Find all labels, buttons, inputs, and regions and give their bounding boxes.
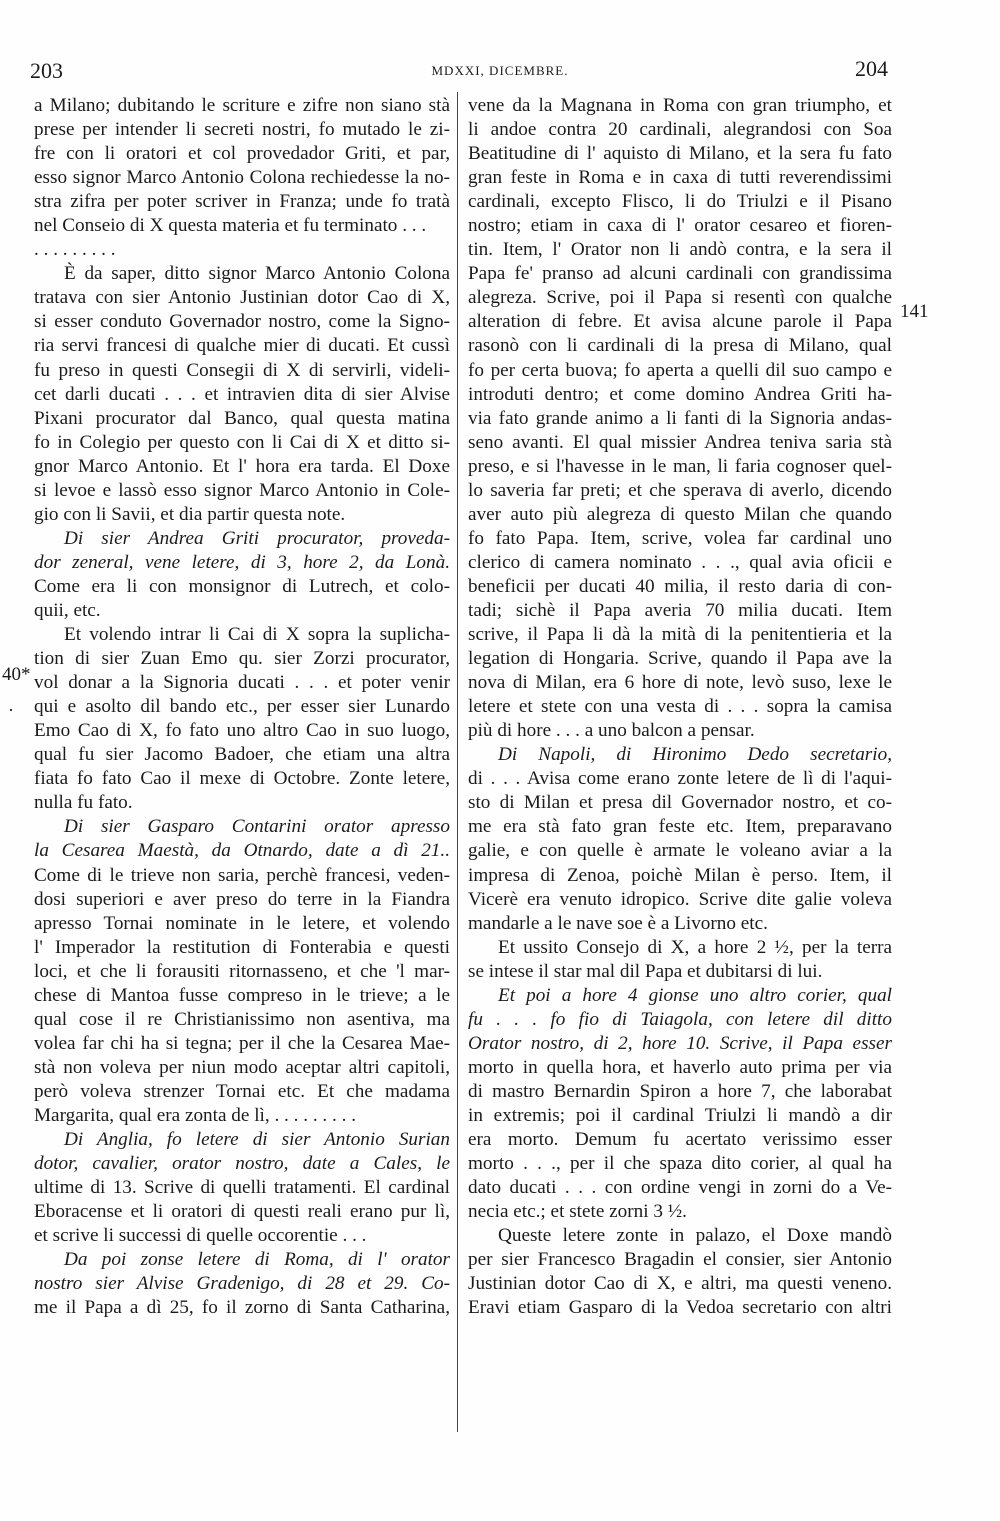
text-line: prese per intender li secreti nostri, fo mutado le zi-: [34, 119, 450, 141]
text-line: Et volendo intrar li Cai di X sopra la suplicha-: [64, 624, 450, 646]
text-line: quii, etc.: [34, 599, 101, 621]
text-line: qual fu sier Jacomo Badoer, che etiam una altra: [34, 744, 450, 766]
text-line: fu preso in questi Consegii di X di servirli, videli-: [34, 359, 450, 381]
text-line: tadi; sichè il Papa averia 70 milia ducati. Item: [468, 599, 892, 621]
text-line: Eravi etiam Gasparo di la Vedoa secretario con altri: [468, 1297, 892, 1319]
text-line: seno avanti. El qual missier Andrea teniva saria stà: [468, 431, 892, 453]
text-line: però voleva strenzer Tornai etc. Et che madama: [34, 1080, 450, 1102]
text-line: ria servi francesi di qualche mier di ducati. Et cussì: [34, 335, 450, 357]
text-line: fo per certa buova; fo aperta a quelli dil suo campo e: [468, 359, 892, 381]
text-line: sto di Milan et presa dil Governador nostro, et co-: [468, 792, 892, 814]
text-line: Di Napoli, di Hironimo Dedo secretario,: [498, 744, 892, 766]
text-line: nostro; etiam in caxa di l' orator cesareo et fioren-: [468, 215, 892, 237]
text-line: Emo Cao di X, fo fato uno altro Cao in suo luogo,: [34, 720, 450, 742]
text-line: Papa fe' pranso ad alcuni cardinali con grandissima: [468, 263, 892, 285]
text-line: Da poi zonse letere di Roma, di l' orator: [64, 1249, 450, 1271]
text-line: di . . . Avisa come erano zonte letere de lì di l'aqui-: [468, 768, 892, 790]
text-line: introduti dentro; et come domino Andrea Griti ha-: [468, 383, 892, 405]
text-line: cet darli ducati . . . et intravien dita di sier Alvise: [34, 383, 450, 405]
text-line: loci, et che li forausiti ritornasseno, et che 'l mar-: [34, 960, 450, 982]
column-divider: [457, 92, 458, 1432]
text-line: tratava con sier Antonio Justinian dotor Cao di X,: [34, 287, 450, 309]
text-line: fo fato Papa. Item, scrive, volea far cardinal uno: [468, 527, 892, 549]
text-line: dosi superiori e aver preso do terre in la Fiandra: [34, 888, 450, 910]
text-line: scrive, il Papa li dà la mità di la penitentieria et la: [468, 624, 892, 646]
text-line: preso, e si l'havesse in le man, li faria cognoser quel-: [468, 455, 892, 477]
text-line: mandarle a le nave soe è a Livorno etc.: [468, 912, 768, 934]
text-line: la Cesarea Maestà, da Otnardo, date a dì 21..: [34, 840, 450, 862]
text-line: stà non voleva per niun modo aceptar altri capitoli,: [34, 1056, 450, 1078]
text-line: dotor, cavalier, orator nostro, date a Cales, le: [34, 1153, 450, 1175]
running-header: MDXXI, DICEMBRE.: [431, 63, 569, 78]
text-line: Orator nostro, di 2, hore 10. Scrive, il Papa esser: [468, 1032, 892, 1054]
text-line: alegreza. Scrive, poi il Papa si resentì con qualche: [468, 287, 892, 309]
text-line: alteration di febre. Et avisa alcune parole il Papa: [468, 311, 892, 333]
right-page-number: 204: [855, 56, 888, 81]
text-line: qual cose il re Christianissimo non asentiva, ma: [34, 1008, 450, 1030]
margin-dot: ·: [8, 700, 14, 720]
text-line: vene da la Magnana in Roma con gran triumpho, et: [468, 95, 892, 116]
text-line: si esser conduto Governador nostro, come la Signo-: [34, 311, 450, 333]
text-line: clerico di camera nominato . . ., qual avia oficii e: [468, 551, 892, 573]
text-line: via fato grande animo a li fanti di la Signoria andas-: [468, 407, 892, 429]
text-line: tin. Item, l' Orator non li andò contra, e la sera il: [468, 239, 892, 261]
right-column: [468, 94, 892, 1320]
text-line: fo in Colegio per questo con li Cai di X et ditto si-: [34, 431, 450, 453]
text-line: gnor Marco Antonio. Et l' hora era tarda. El Doxe: [34, 455, 450, 477]
text-line: gran feste in Roma e in caxa di tutti reverendissimi: [468, 167, 892, 189]
text-line: Et poi a hore 4 gionse uno altro corier, qual: [498, 984, 892, 1006]
text-line: vol donar a la Signoria ducati . . . et poter venir: [34, 672, 450, 694]
text-line: aver auto più alegreza di questo Milan che quando: [468, 503, 892, 525]
text-line: si levoe e lassò esso signor Marco Antonio in Cole-: [34, 479, 450, 501]
text-line: me il Papa a dì 25, fo il zorno di Santa Catharina,: [34, 1297, 450, 1319]
text-line: stra zifra per poter scriver in Franza; unde fo tratà: [34, 191, 450, 213]
text-line: li andoe contra 20 cardinali, alegrandosi con Soa: [468, 119, 892, 141]
text-line: È da saper, ditto signor Marco Antonio Colona: [64, 263, 450, 285]
text-line: Di sier Andrea Griti procurator, proveda-: [64, 527, 450, 549]
left-page-number: 203: [30, 58, 63, 83]
text-line: apresso Tornai nominate in le letere, et volendo: [34, 912, 450, 934]
text-line: . . . . . . . . .: [34, 239, 116, 261]
left-column: [34, 94, 450, 1320]
text-line: Di sier Gasparo Contarini orator apresso: [64, 816, 450, 838]
text-line: qui e asolto dil bando etc., per esser sier Lunardo: [34, 696, 450, 718]
text-line: esso signor Marco Antonio Colona rechiedesse la no-: [34, 167, 450, 189]
text-line: fu . . . fo fio di Taiagola, con letere dil ditto: [468, 1008, 892, 1030]
text-line: ultime di 13. Scrive di quelli tratamenti. El cardinal: [34, 1177, 450, 1199]
text-line: cardinali, excepto Flisco, li do Triulzi e il Pisano: [468, 191, 892, 213]
text-line: Vicerè era venuto idropico. Scrive dite galie voleva: [468, 888, 892, 910]
text-line: in extremis; poi il cardinal Triulzi li mandò a dir: [468, 1104, 892, 1126]
margin-number-right: 141: [900, 301, 929, 322]
text-line: letere et stete con una vesta di . . . sopra la camisa: [468, 696, 892, 718]
text-line: nova di Milan, era 6 hore di note, levò suso, lexe le: [468, 672, 892, 694]
text-line: era morto. Demum fu acertato verissimo esser: [468, 1129, 892, 1151]
text-line: se intese il star mal dil Papa et dubitarsi di lui.: [468, 960, 823, 982]
text-line: legation di Hongaria. Scrive, quando il Papa ave la: [468, 648, 892, 670]
text-line: a Milano; dubitando le scriture e zifre non siano stà: [34, 95, 450, 116]
text-line: et scrive li successi di quelle occorentie . . .: [34, 1225, 367, 1247]
text-line: dato ducati . . . con ordine vengi in zorni do a Ve-: [468, 1177, 892, 1199]
text-line: Queste letere zonte in palazo, el Doxe mandò: [498, 1225, 892, 1247]
text-line: morto in quella hora, et haverlo auto prima per via: [468, 1056, 892, 1078]
text-line: Come era li con monsignor di Lutrech, et colo-: [34, 575, 450, 597]
text-line: beneficii per ducati 40 milia, il resto daria di con-: [468, 575, 892, 597]
text-line: Eboracense et li oratori di questi reali erano pur lì,: [34, 1201, 450, 1223]
text-line: lo saveria far preti; et che sperava di averlo, dicendo: [468, 479, 892, 501]
text-line: galie, e con quelle è armate le voleano aviar a la: [468, 840, 892, 862]
text-line: me era stà fato gran feste etc. Item, preparavano: [468, 816, 892, 838]
text-line: Beatitudine di l' aquisto di Milano, et la sera fu fato: [468, 143, 892, 165]
text-line: Justinian dotor Cao di X, e altri, ma questi veneno.: [468, 1273, 892, 1295]
text-line: di mastro Bernardin Spiron a hore 7, che laborabat: [468, 1080, 892, 1102]
text-line: l' Imperador la restitution di Fonterabia e questi: [34, 936, 450, 958]
text-line: Margarita, qual era zonta de lì, . . . . . . . . .: [34, 1104, 356, 1126]
text-line: più di hore . . . a uno balcon a pensar.: [468, 720, 755, 742]
text-line: Pixani procurator dal Banco, qual questa matina: [34, 407, 450, 429]
text-line: tion di sier Zuan Emo qu. sier Zorzi procurator,: [34, 648, 450, 670]
text-line: nel Conseio di X questa materia et fu terminato . . .: [34, 215, 427, 237]
text-line: impresa di Zenoa, poichè Milan è perso. Item, il: [468, 864, 892, 886]
text-line: rasonò con li cardinali di la presa di Milano, qual: [468, 335, 892, 357]
text-line: dor zeneral, vene letere, di 3, hore 2, da Lonà.: [34, 551, 450, 573]
text-line: fiata fo fato Cao il mexe di Octobre. Zonte letere,: [34, 768, 450, 790]
text-line: nostro sier Alvise Gradenigo, di 28 et 29. Co-: [34, 1273, 450, 1295]
text-line: Et ussito Consejo di X, a hore 2 ½, per la terra: [498, 936, 892, 958]
text-line: chese di Mantoa fusse compreso in le trieve; a le: [34, 984, 450, 1006]
text-line: Di Anglia, fo letere di sier Antonio Surian: [64, 1129, 450, 1151]
text-line: necia etc.; et stete zorni 3 ½.: [468, 1201, 687, 1223]
text-line: Come di le trieve non saria, perchè francesi, veden-: [34, 864, 450, 886]
text-line: morto . . ., per il che spaza dito corier, al qual ha: [468, 1153, 892, 1175]
text-line: gio con li Savii, et dia partir questa note.: [34, 503, 346, 525]
text-line: fre con li oratori et col provedador Griti, et par,: [34, 143, 450, 165]
text-line: per sier Francesco Bragadin el consier, sier Antonio: [468, 1249, 892, 1271]
text-line: volea far chi ha si tegna; per il che la Cesarea Mae-: [34, 1032, 450, 1054]
margin-number-left: 40*: [2, 664, 31, 685]
text-line: nulla fu fato.: [34, 792, 133, 814]
